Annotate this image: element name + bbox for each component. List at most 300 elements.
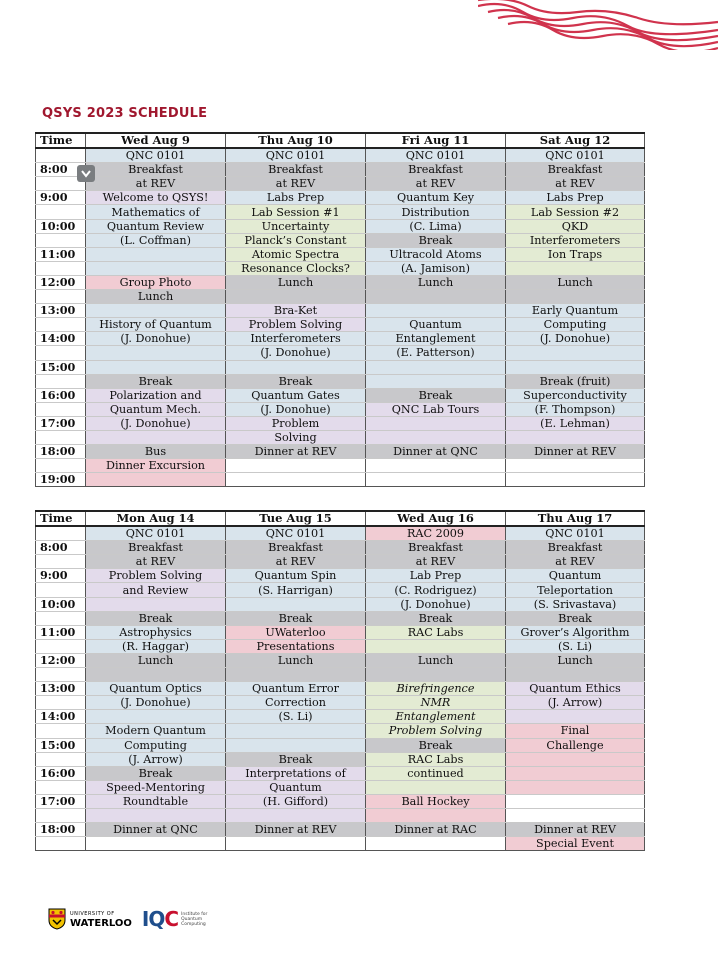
schedule-cell: Break bbox=[86, 374, 226, 388]
time-cell bbox=[36, 752, 86, 766]
schedule-cell: Astrophysics bbox=[86, 625, 226, 639]
schedule-cell: Roundtable bbox=[86, 794, 226, 808]
schedule-cell: Mathematics of bbox=[86, 205, 226, 219]
time-cell bbox=[36, 318, 86, 332]
schedule-cell: Ball Hockey bbox=[366, 794, 506, 808]
schedule-cell: continued bbox=[366, 766, 506, 780]
schedule-cell: Lunch bbox=[366, 653, 506, 667]
schedule-cell: Lab Session #2 bbox=[506, 205, 645, 219]
schedule-cell bbox=[366, 374, 506, 388]
time-cell bbox=[36, 696, 86, 710]
schedule-cell: (J. Donohue) bbox=[86, 696, 226, 710]
schedule-cell: Break bbox=[366, 388, 506, 402]
schedule-row bbox=[36, 318, 645, 332]
schedule-row bbox=[36, 163, 645, 177]
time-cell: 16:00 bbox=[36, 766, 86, 780]
schedule-cell: Break bbox=[86, 611, 226, 625]
schedule-cell: at REV bbox=[226, 555, 366, 569]
schedule-cell bbox=[506, 346, 645, 360]
schedule-cell bbox=[366, 473, 506, 487]
schedule-row bbox=[36, 445, 645, 459]
schedule-cell: Breakfast bbox=[506, 163, 645, 177]
schedule-cell: Computing bbox=[86, 738, 226, 752]
schedule-cell: (A. Jamison) bbox=[366, 261, 506, 275]
schedule-cell: Breakfast bbox=[86, 163, 226, 177]
schedule-cell bbox=[366, 360, 506, 374]
day-column-header: Tue Aug 15 bbox=[226, 511, 366, 526]
schedule-cell: Birefringence bbox=[366, 682, 506, 696]
schedule-cell: Entanglement bbox=[366, 332, 506, 346]
schedule-cell: QKD bbox=[506, 219, 645, 233]
schedule-cell bbox=[366, 304, 506, 318]
day-column-header: Sat Aug 12 bbox=[506, 133, 645, 148]
schedule-cell: QNC 0101 bbox=[86, 148, 226, 163]
schedule-cell: Modern Quantum bbox=[86, 724, 226, 738]
schedule-cell: Lunch bbox=[366, 275, 506, 289]
schedule-row bbox=[36, 668, 645, 682]
time-cell: 12:00 bbox=[36, 275, 86, 289]
time-cell bbox=[36, 611, 86, 625]
schedule-cell: Uncertainty bbox=[226, 219, 366, 233]
time-cell bbox=[36, 148, 86, 163]
schedule-cell bbox=[506, 710, 645, 724]
schedule-row bbox=[36, 766, 645, 780]
schedule-cell: Solving bbox=[226, 430, 366, 444]
schedule-row bbox=[36, 710, 645, 724]
schedule-cell: Interferometers bbox=[506, 233, 645, 247]
schedule-cell: at REV bbox=[366, 177, 506, 191]
schedule-cell: QNC 0101 bbox=[506, 526, 645, 541]
schedule-cell: Entanglement bbox=[366, 710, 506, 724]
schedule-cell: at REV bbox=[506, 555, 645, 569]
schedule-row bbox=[36, 416, 645, 430]
schedule-cell: Interpretations of bbox=[226, 766, 366, 780]
schedule-cell: Ion Traps bbox=[506, 247, 645, 261]
schedule-cell: Presentations bbox=[226, 639, 366, 653]
schedule-row bbox=[36, 724, 645, 738]
schedule-cell: Breakfast bbox=[366, 541, 506, 555]
time-cell: 11:00 bbox=[36, 625, 86, 639]
schedule-cell: Atomic Spectra bbox=[226, 247, 366, 261]
schedule-cell: Quantum Gates bbox=[226, 388, 366, 402]
schedule-row bbox=[36, 247, 645, 261]
iqc-sub-line3: Computing bbox=[181, 921, 206, 927]
schedule-cell: Breakfast bbox=[506, 541, 645, 555]
schedule-cell: Break bbox=[366, 738, 506, 752]
schedule-cell: at REV bbox=[86, 555, 226, 569]
schedule-cell: at REV bbox=[506, 177, 645, 191]
schedule-cell: Lunch bbox=[506, 275, 645, 289]
time-cell bbox=[36, 430, 86, 444]
time-cell bbox=[36, 668, 86, 682]
schedule-row bbox=[36, 346, 645, 360]
schedule-cell: Bra-Ket bbox=[226, 304, 366, 318]
time-cell bbox=[36, 639, 86, 653]
schedule-cell bbox=[86, 668, 226, 682]
schedule-cell: QNC 0101 bbox=[226, 148, 366, 163]
schedule-cell: Break bbox=[226, 611, 366, 625]
schedule-row bbox=[36, 473, 645, 487]
schedule-cell bbox=[506, 473, 645, 487]
schedule-cell: Early Quantum bbox=[506, 304, 645, 318]
wave-lines-icon bbox=[478, 0, 718, 50]
schedule-row bbox=[36, 275, 645, 289]
schedule-cell bbox=[366, 430, 506, 444]
schedule-cell: at REV bbox=[226, 177, 366, 191]
schedule-cell: Labs Prep bbox=[226, 191, 366, 205]
schedule-cell: Problem Solving bbox=[366, 724, 506, 738]
university-of-waterloo-logo bbox=[48, 908, 132, 930]
time-cell bbox=[36, 780, 86, 794]
time-cell: 17:00 bbox=[36, 416, 86, 430]
time-cell bbox=[36, 205, 86, 219]
schedule-cell bbox=[86, 837, 226, 851]
schedule-cell: Break bbox=[366, 233, 506, 247]
schedule-cell bbox=[506, 766, 645, 780]
schedule-row bbox=[36, 219, 645, 233]
schedule-cell: (E. Patterson) bbox=[366, 346, 506, 360]
time-cell bbox=[36, 402, 86, 416]
schedule-row bbox=[36, 430, 645, 444]
schedule-cell: UWaterloo bbox=[226, 625, 366, 639]
schedule-cell bbox=[226, 597, 366, 611]
schedule-cell bbox=[226, 668, 366, 682]
time-cell bbox=[36, 583, 86, 597]
schedule-row bbox=[36, 374, 645, 388]
time-cell bbox=[36, 346, 86, 360]
schedule-cell: Special Event bbox=[506, 837, 645, 851]
schedule-cell bbox=[366, 416, 506, 430]
schedule-row bbox=[36, 541, 645, 555]
iqc-logo-i: I bbox=[141, 907, 149, 931]
schedule-row bbox=[36, 177, 645, 191]
schedule-cell: (J. Donohue) bbox=[226, 402, 366, 416]
schedule-cell: Lunch bbox=[506, 653, 645, 667]
schedule-cell: (C. Rodriguez) bbox=[366, 583, 506, 597]
schedule-cell bbox=[86, 710, 226, 724]
schedule-cell: Problem Solving bbox=[86, 569, 226, 583]
time-column-header: Time bbox=[36, 511, 86, 526]
schedule-cell bbox=[86, 261, 226, 275]
schedule-cell: Planck’s Constant bbox=[226, 233, 366, 247]
schedule-cell: Dinner at QNC bbox=[86, 823, 226, 837]
schedule-cell: Quantum Error bbox=[226, 682, 366, 696]
time-cell: 18:00 bbox=[36, 445, 86, 459]
schedule-cell: Break bbox=[366, 611, 506, 625]
schedule-cell: Dinner at REV bbox=[226, 823, 366, 837]
schedule-cell bbox=[506, 430, 645, 444]
schedule-row bbox=[36, 696, 645, 710]
schedule-cell: Grover’s Algorithm bbox=[506, 625, 645, 639]
schedule-cell: Correction bbox=[226, 696, 366, 710]
schedule-row bbox=[36, 233, 645, 247]
schedule-cell bbox=[506, 360, 645, 374]
schedule-cell bbox=[86, 346, 226, 360]
schedule-cell: Lab Session #1 bbox=[226, 205, 366, 219]
schedule-row bbox=[36, 459, 645, 473]
schedule-cell bbox=[226, 724, 366, 738]
schedule-cell bbox=[86, 360, 226, 374]
schedule-row bbox=[36, 808, 645, 822]
time-cell: 15:00 bbox=[36, 360, 86, 374]
schedule-cell: Breakfast bbox=[366, 163, 506, 177]
time-cell: 10:00 bbox=[36, 597, 86, 611]
schedule-cell: Dinner at RAC bbox=[366, 823, 506, 837]
schedule-cell: Interferometers bbox=[226, 332, 366, 346]
iqc-logo-q: Q bbox=[148, 907, 165, 931]
schedule-row bbox=[36, 402, 645, 416]
schedule-cell: Dinner Excursion bbox=[86, 459, 226, 473]
schedule-row bbox=[36, 752, 645, 766]
day-column-header: Thu Aug 17 bbox=[506, 511, 645, 526]
schedule-cell: Challenge bbox=[506, 738, 645, 752]
schedule-cell bbox=[506, 752, 645, 766]
time-cell: 9:00 bbox=[36, 191, 86, 205]
schedule-cell: (J. Donohue) bbox=[86, 332, 226, 346]
schedule-cell: Quantum bbox=[506, 569, 645, 583]
schedule-cell: QNC 0101 bbox=[226, 526, 366, 541]
schedule-cell bbox=[226, 459, 366, 473]
schedule-cell: Breakfast bbox=[226, 541, 366, 555]
schedule-row bbox=[36, 332, 645, 346]
time-cell: 15:00 bbox=[36, 738, 86, 752]
schedule-cell bbox=[86, 430, 226, 444]
time-cell: 19:00 bbox=[36, 473, 86, 487]
schedule-cell: Break (fruit) bbox=[506, 374, 645, 388]
schedule-cell: Breakfast bbox=[226, 163, 366, 177]
schedule-row bbox=[36, 555, 645, 569]
schedule-cell: Quantum Key bbox=[366, 191, 506, 205]
schedule-row bbox=[36, 738, 645, 752]
schedule-row bbox=[36, 526, 645, 541]
time-cell: 11:00 bbox=[36, 247, 86, 261]
schedule-cell: Lunch bbox=[86, 290, 226, 304]
iqc-sub-line1: Institute for bbox=[181, 911, 208, 917]
schedule-cell bbox=[226, 290, 366, 304]
schedule-cell: Problem Solving bbox=[226, 318, 366, 332]
schedule-cell: Quantum Review bbox=[86, 219, 226, 233]
time-cell bbox=[36, 290, 86, 304]
schedule-cell: Break bbox=[226, 374, 366, 388]
schedule-cell: RAC Labs bbox=[366, 625, 506, 639]
schedule-cell: Quantum bbox=[226, 780, 366, 794]
schedule-cell: (R. Haggar) bbox=[86, 639, 226, 653]
schedule-cell: Final bbox=[506, 724, 645, 738]
day-column-header: Wed Aug 9 bbox=[86, 133, 226, 148]
time-cell: 13:00 bbox=[36, 304, 86, 318]
schedule-cell bbox=[506, 808, 645, 822]
schedule-cell: (J. Donohue) bbox=[226, 346, 366, 360]
iqc-sub-line2: Quantum bbox=[181, 916, 203, 922]
iqc-logo bbox=[142, 907, 207, 931]
schedule-row bbox=[36, 639, 645, 653]
header-row bbox=[36, 511, 645, 526]
schedule-cell bbox=[506, 261, 645, 275]
schedule-cell: Dinner at REV bbox=[506, 823, 645, 837]
schedule-table-week2 bbox=[35, 510, 645, 851]
schedule-cell: (H. Gifford) bbox=[226, 794, 366, 808]
schedule-cell bbox=[226, 738, 366, 752]
schedule-row bbox=[36, 611, 645, 625]
schedule-row bbox=[36, 837, 645, 851]
schedule-cell: Lunch bbox=[226, 275, 366, 289]
schedule-cell: (S. Harrigan) bbox=[226, 583, 366, 597]
schedule-row bbox=[36, 823, 645, 837]
time-column-header: Time bbox=[36, 133, 86, 148]
schedule-row bbox=[36, 191, 645, 205]
schedule-cell bbox=[366, 290, 506, 304]
schedule-cell: Computing bbox=[506, 318, 645, 332]
time-cell: 14:00 bbox=[36, 710, 86, 724]
schedule-row bbox=[36, 653, 645, 667]
time-cell bbox=[36, 459, 86, 473]
time-cell bbox=[36, 837, 86, 851]
schedule-cell: (J. Donohue) bbox=[366, 597, 506, 611]
schedule-cell bbox=[86, 304, 226, 318]
schedule-cell: at REV bbox=[366, 555, 506, 569]
time-cell: 17:00 bbox=[36, 794, 86, 808]
day-column-header: Wed Aug 16 bbox=[366, 511, 506, 526]
schedule-cell: NMR bbox=[366, 696, 506, 710]
schedule-row bbox=[36, 148, 645, 163]
schedule-cell bbox=[86, 247, 226, 261]
schedule-row bbox=[36, 794, 645, 808]
footer-logos bbox=[48, 906, 207, 932]
schedule-cell: History of Quantum bbox=[86, 318, 226, 332]
time-cell: 14:00 bbox=[36, 332, 86, 346]
time-cell bbox=[36, 233, 86, 247]
schedule-cell: Dinner at REV bbox=[226, 445, 366, 459]
schedule-cell: QNC Lab Tours bbox=[366, 402, 506, 416]
time-cell: 9:00 bbox=[36, 569, 86, 583]
schedule-row bbox=[36, 261, 645, 275]
time-cell: 18:00 bbox=[36, 823, 86, 837]
schedule-cell bbox=[366, 668, 506, 682]
schedule-cell bbox=[226, 360, 366, 374]
schedule-cell bbox=[86, 808, 226, 822]
schedule-cell: RAC Labs bbox=[366, 752, 506, 766]
schedule-cell: Ultracold Atoms bbox=[366, 247, 506, 261]
schedule-cell: Break bbox=[86, 766, 226, 780]
schedule-cell: QNC 0101 bbox=[86, 526, 226, 541]
schedule-cell: Lunch bbox=[226, 653, 366, 667]
time-cell: 16:00 bbox=[36, 388, 86, 402]
time-cell: 10:00 bbox=[36, 219, 86, 233]
schedule-cell: RAC 2009 bbox=[366, 526, 506, 541]
schedule-cell: and Review bbox=[86, 583, 226, 597]
schedule-cell: Quantum Optics bbox=[86, 682, 226, 696]
schedule-cell: Lab Prep bbox=[366, 569, 506, 583]
uw-big-text: WATERLOO bbox=[70, 918, 132, 929]
schedule-row bbox=[36, 360, 645, 374]
schedule-cell: (C. Lima) bbox=[366, 219, 506, 233]
schedule-cell: Group Photo bbox=[86, 275, 226, 289]
time-cell: 13:00 bbox=[36, 682, 86, 696]
schedule-row bbox=[36, 388, 645, 402]
schedule-cell bbox=[86, 597, 226, 611]
time-cell: 8:00 bbox=[36, 541, 86, 555]
schedule-cell: Dinner at REV bbox=[506, 445, 645, 459]
schedule-cell: Lunch bbox=[86, 653, 226, 667]
day-column-header: Fri Aug 11 bbox=[366, 133, 506, 148]
schedule-cell: Break bbox=[506, 611, 645, 625]
schedule-cell: Speed-Mentoring bbox=[86, 780, 226, 794]
schedule-cell: (S. Li) bbox=[506, 639, 645, 653]
schedule-cell bbox=[506, 290, 645, 304]
schedule-cell: (S. Li) bbox=[226, 710, 366, 724]
schedule-row bbox=[36, 625, 645, 639]
time-cell bbox=[36, 555, 86, 569]
schedule-cell: Bus bbox=[86, 445, 226, 459]
schedule-row bbox=[36, 583, 645, 597]
schedule-row bbox=[36, 780, 645, 794]
schedule-cell bbox=[226, 837, 366, 851]
schedule-cell: (L. Coffman) bbox=[86, 233, 226, 247]
schedule-cell: Breakfast bbox=[86, 541, 226, 555]
schedule-cell bbox=[366, 808, 506, 822]
schedule-cell: QNC 0101 bbox=[506, 148, 645, 163]
schedule-row bbox=[36, 682, 645, 696]
schedule-cell bbox=[366, 837, 506, 851]
time-cell: 8:00 bbox=[36, 163, 86, 177]
time-cell bbox=[36, 526, 86, 541]
schedule-cell bbox=[506, 668, 645, 682]
schedule-row bbox=[36, 290, 645, 304]
schedule-cell: (J. Donohue) bbox=[506, 332, 645, 346]
schedule-row bbox=[36, 569, 645, 583]
time-cell bbox=[36, 261, 86, 275]
time-cell: 12:00 bbox=[36, 653, 86, 667]
day-column-header: Mon Aug 14 bbox=[86, 511, 226, 526]
schedule-cell: at REV bbox=[86, 177, 226, 191]
schedule-cell: (S. Srivastava) bbox=[506, 597, 645, 611]
schedule-cell: Dinner at QNC bbox=[366, 445, 506, 459]
schedule-cell: Problem bbox=[226, 416, 366, 430]
schedule-cell: Labs Prep bbox=[506, 191, 645, 205]
schedule-cell: Quantum Ethics bbox=[506, 682, 645, 696]
uw-small-text: UNIVERSITY OF bbox=[70, 911, 115, 917]
schedule-cell bbox=[366, 780, 506, 794]
schedule-cell bbox=[506, 794, 645, 808]
schedule-cell: Break bbox=[226, 752, 366, 766]
schedule-cell: Resonance Clocks? bbox=[226, 261, 366, 275]
day-column-header: Thu Aug 10 bbox=[226, 133, 366, 148]
iqc-logo-c: C bbox=[164, 907, 179, 931]
schedule-cell bbox=[86, 473, 226, 487]
schedule-cell: Polarization and bbox=[86, 388, 226, 402]
time-cell bbox=[36, 808, 86, 822]
schedule-cell bbox=[366, 459, 506, 473]
header-row bbox=[36, 133, 645, 148]
schedule-cell: (F. Thompson) bbox=[506, 402, 645, 416]
schedule-cell bbox=[366, 639, 506, 653]
schedule-cell: (E. Lehman) bbox=[506, 416, 645, 430]
schedule-cell bbox=[226, 473, 366, 487]
schedule-cell: (J. Donohue) bbox=[86, 416, 226, 430]
schedule-cell: Quantum Spin bbox=[226, 569, 366, 583]
chevron-down-icon[interactable] bbox=[77, 165, 95, 182]
time-cell bbox=[36, 374, 86, 388]
time-cell bbox=[36, 724, 86, 738]
page-title: QSYS 2023 SCHEDULE bbox=[42, 106, 208, 121]
schedule-cell: Teleportation bbox=[506, 583, 645, 597]
schedule-cell: Welcome to QSYS! bbox=[86, 191, 226, 205]
schedule-cell: Quantum bbox=[366, 318, 506, 332]
schedule-cell bbox=[506, 459, 645, 473]
schedule-cell: (J. Arrow) bbox=[86, 752, 226, 766]
schedule-cell bbox=[226, 808, 366, 822]
schedule-cell: QNC 0101 bbox=[366, 148, 506, 163]
